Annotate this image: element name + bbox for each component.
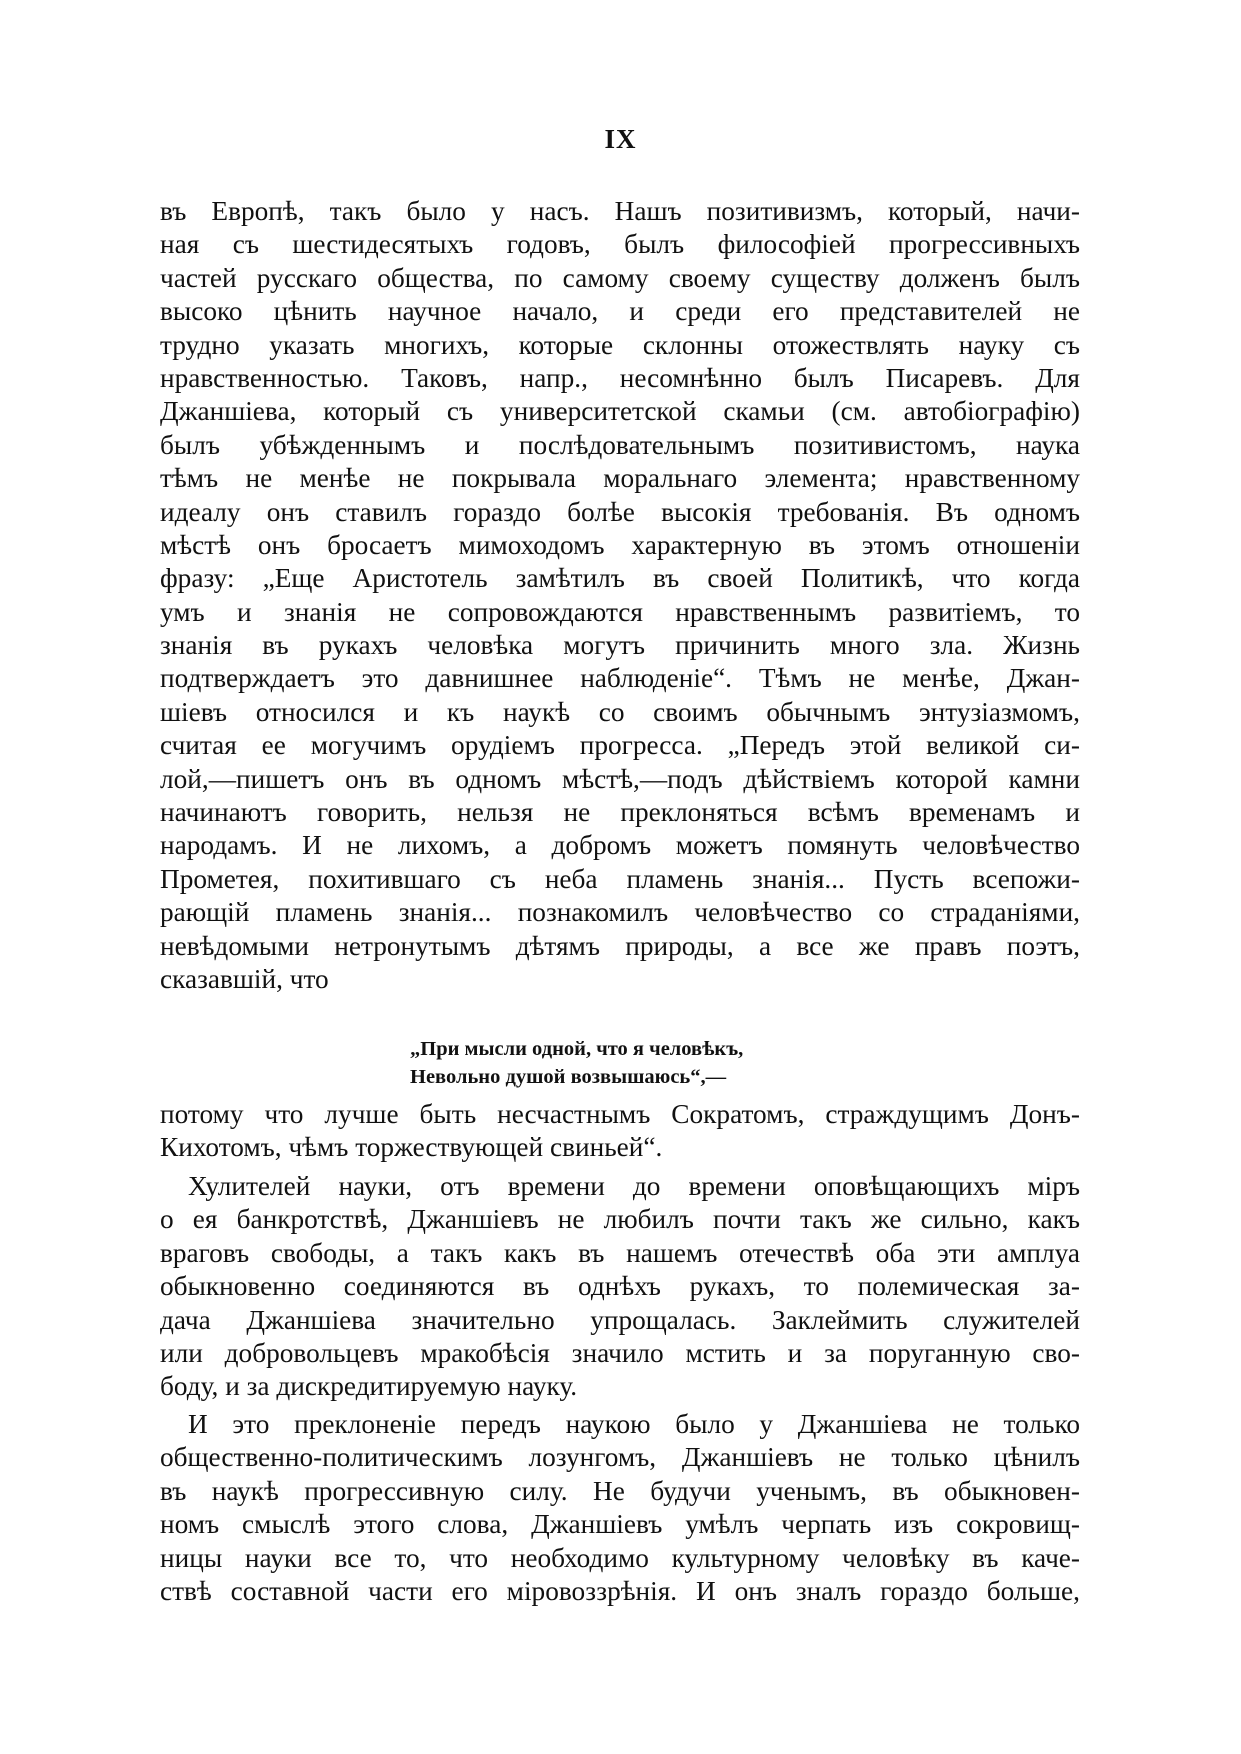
text-line: знанія въ рукахъ человѣка могутъ причинить много зла. Жизнь [160,630,1080,661]
text-line: шіевъ относился и къ наукѣ со своимъ обычнымъ энтузіазмомъ, [160,696,1080,727]
text-line: номъ смыслѣ этого слова, Джаншіевъ умѣлъ черпать изъ сокровищ- [160,1509,1080,1540]
text-line: тѣмъ не менѣе не покрывала моральнаго элемента; нравственному [160,463,1080,494]
text-line: дача Джаншіева значительно упрощалась. Заклеймить служителей [160,1304,1080,1335]
text-line: о ея банкротствѣ, Джаншіевъ не любилъ почти такъ же сильно, какъ [160,1204,1080,1235]
text-line: нравственностью. Таковъ, напр., несомнѣнно былъ Писаревъ. Для [160,362,1080,393]
paragraph-1 [160,195,1080,996]
text-line: начинаютъ говорить, нельзя не преклоняться всѣмъ временамъ и [160,797,1080,828]
text-line: подтверждаетъ это давнишнее наблюденіе“. Тѣмъ не менѣе, Джан- [160,663,1080,694]
text-line: боду, и за дискредитируемую науку. [160,1371,578,1402]
paragraph-3 [160,1170,1080,1404]
text-line: враговъ свободы, а такъ какъ въ нашемъ отечествѣ оба эти амплуа [160,1237,1080,1268]
text-line: фразу: „Еще Аристотель замѣтилъ въ своей Политикѣ, что когда [160,563,1080,594]
verse-quotation [410,1035,830,1091]
paragraph-2 [160,1098,1080,1165]
text-line: высоко цѣнить научное начало, и среди его представителей не [160,296,1080,327]
page-number: IX [604,124,637,154]
text-line: ная съ шестидесятыхъ годовъ, былъ философіей прогрессивныхъ [160,229,1080,260]
text-line: сказавшій, что [160,963,329,994]
text-line: идеалу онъ ставилъ гораздо болѣе высокія требованія. Въ одномъ [160,496,1080,527]
text-line: лой,—пишетъ онъ въ одномъ мѣстѣ,—подъ дѣйствіемъ которой камни [160,763,1080,794]
text-line: И это преклоненіе передъ наукою было у Джаншіева не только [188,1409,1080,1439]
text-line: ницы науки все то, что необходимо культурному человѣку въ каче- [160,1542,1080,1573]
text-line: частей русскаго общества, по самому своему существу долженъ былъ [160,262,1080,293]
text-line: трудно указать многихъ, которые склонны отожествлять науку съ [160,329,1080,360]
text-line: рающій пламень знанія... познакомилъ человѣчество со страданіями, [160,897,1080,928]
text-line: умъ и знанія не сопровождаются нравственнымъ развитіемъ, то [160,596,1080,627]
text-line: или добровольцевъ мракобѣсія значило мстить и за поруганную сво- [160,1337,1080,1368]
text-line: мѣстѣ онъ бросаетъ мимоходомъ характерную въ этомъ отношеніи [160,529,1080,560]
text-line: считая ее могучимъ орудіемъ прогресса. „Передъ этой великой си- [160,730,1080,761]
text-line: Кихотомъ, чѣмъ торжествующей свиньей“. [160,1132,663,1163]
text-line: общественно-политическимъ лозунгомъ, Джаншіевъ не только цѣнилъ [160,1442,1080,1473]
text-line: Джаншіева, который съ университетской скамьи (см. автобіографію) [160,396,1080,427]
verse-line: „При мысли одной, что я человѣкъ, [410,1038,744,1060]
text-line: былъ убѣжденнымъ и послѣдовательнымъ позитивистомъ, наука [160,429,1080,460]
verse-line: Невольно душой возвышаюсь“,— [410,1066,727,1088]
paragraph-4 [160,1408,1080,1608]
text-line: Прометея, похитившаго съ неба пламень знанія... Пусть всепожи- [160,863,1080,894]
text-line: въ Европѣ, такъ было у насъ. Нашъ позитивизмъ, который, начи- [160,196,1080,226]
text-line: Хулителей науки, отъ времени до времени оповѣщающихъ міръ [188,1171,1080,1201]
text-line: потому что лучше быть несчастнымъ Сократомъ, страждущимъ Донъ- [160,1099,1080,1129]
text-line: народамъ. И не лихомъ, а добромъ можетъ помянуть человѣчество [160,830,1080,861]
text-line: обыкновенно соединяются въ однѣхъ рукахъ, то полемическая за- [160,1271,1080,1302]
text-line: невѣдомыми нетронутымъ дѣтямъ природы, а все же правъ поэтъ, [160,930,1080,961]
text-line: ствѣ составной части его міровоззрѣнія. И онъ зналъ гораздо больше, [160,1575,1080,1606]
text-line: въ наукѣ прогрессивную силу. Не будучи ученымъ, въ обыкновен- [160,1475,1080,1506]
